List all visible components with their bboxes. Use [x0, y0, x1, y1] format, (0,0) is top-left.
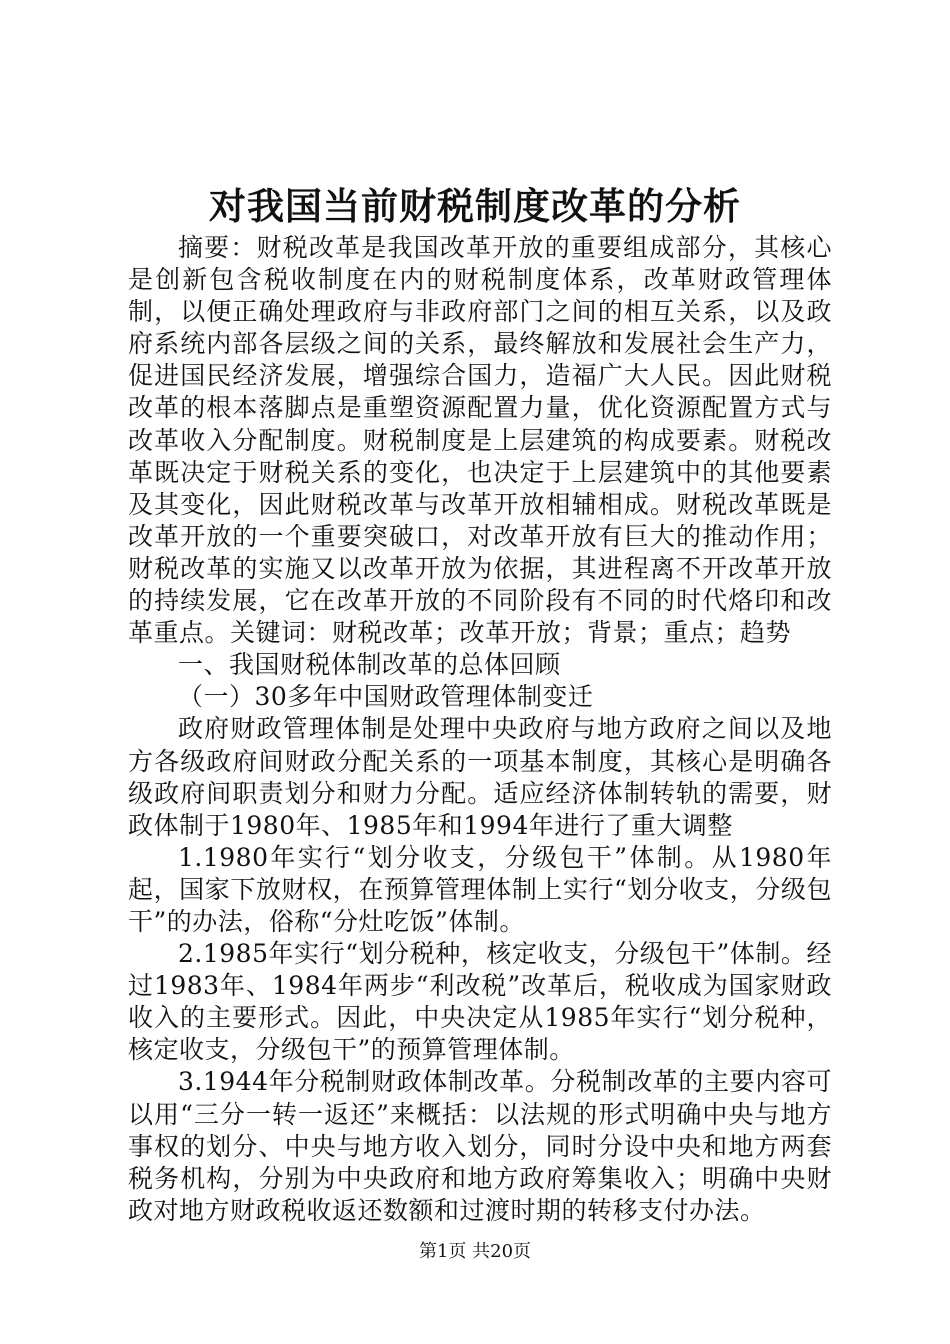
section-heading: 一、我国财税体制改革的总体回顾: [178, 650, 561, 680]
document-body: [128, 232, 832, 1227]
list-item-1944: 3.1944年分税制财政体制改革。分税制改革的主要内容可以用“三分一转一返还”来概括：以法规的形式明确中央与地方事权的划分、中央与地方收入划分，同时分设中央和地方两套税务机构，分别为中央政府和地方政府筹集收入；明确中央财政对地方财政税收返还数额和过渡时期的转移支付办法。: [128, 1067, 832, 1225]
page-footer: 第1页 共20页: [418, 1241, 532, 1262]
document-title: 对我国当前财税制度改革的分析: [209, 184, 741, 228]
subsection-heading: （一）30多年中国财政管理体制变迁: [178, 682, 594, 712]
abstract-paragraph: 摘要：财税改革是我国改革开放的重要组成部分，其核心是创新包含税收制度在内的财税制度体系，改革财政管理体制，以便正确处理政府与非政府部门之间的相互关系，以及政府系统内部各层级之间的关系，最终解放和发展社会生产力，促进国民经济发展，增强综合国力，造福广大人民。因此财税改革的根本落脚点是重塑资源配置力量，优化资源配置方式与改革收入分配制度。财税制度是上层建筑的构成要素。财税改革既决定于财税关系的变化，也决定于上层建筑中的其他要素及其变化，因此财税改革与改革开放相辅相成。财税改革既是改革开放的一个重要突破口，对改革开放有巨大的推动作用；财税改革的实施又以改革开放为依据，其进程离不开改革开放的持续发展，它在改革开放的不同阶段有不同的时代烙印和改革重点。关键词：财税改革；改革开放；背景；重点；趋势: [128, 233, 832, 648]
list-item-1985: 2.1985年实行“划分税种，核定收支，分级包干”体制。经过1983年、1984年两步“利改税”改革后，税收成为国家财政收入的主要形式。因此，中央决定从1985年实行“划分税种，核定收支，分级包干”的预算管理体制。: [128, 939, 832, 1065]
body-paragraph: 政府财政管理体制是处理中央政府与地方政府之间以及地方各级政府间财政分配关系的一项基本制度，其核心是明确各级政府间职责划分和财力分配。适应经济体制转轨的需要，财政体制于1980年、1985年和1994年进行了重大调整: [128, 714, 832, 840]
list-item-1980: 1.1980年实行“划分收支，分级包干”体制。从1980年起，国家下放财权，在预算管理体制上实行“划分收支，分级包干”的办法，俗称“分灶吃饭”体制。: [128, 842, 832, 936]
